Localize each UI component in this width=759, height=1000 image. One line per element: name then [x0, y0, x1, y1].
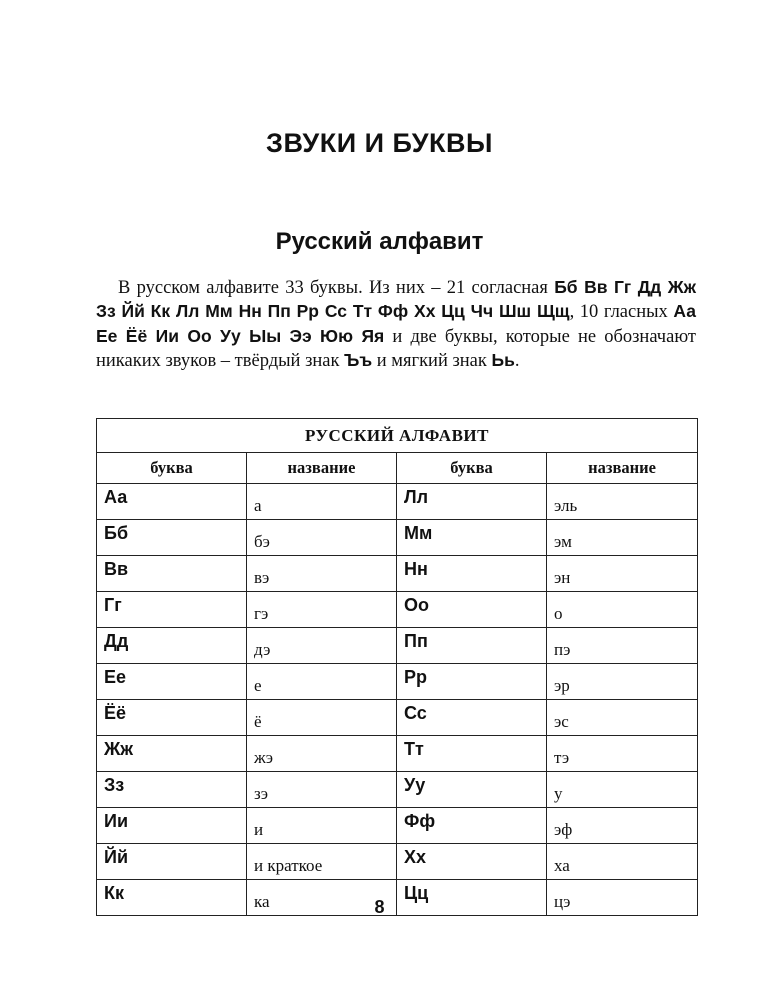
- letter-name-cell: е: [247, 664, 397, 700]
- letter-name-cell: и краткое: [247, 844, 397, 880]
- letter-cell: Аа: [97, 484, 247, 520]
- letter-cell: Вв: [97, 556, 247, 592]
- letter-name-cell: зэ: [247, 772, 397, 808]
- page-number: 8: [374, 897, 385, 917]
- letter-cell: Рр: [397, 664, 547, 700]
- letter-cell: Тт: [397, 736, 547, 772]
- letter-cell: Дд: [97, 628, 247, 664]
- consonants-list: Бб Вв Гг Дд Жж Зз Йй Кк Лл Мм Нн Пп Рр Сс Тт Фф Хх Цц Чч Шш Щщ: [96, 277, 696, 322]
- letter-name-cell: эр: [547, 664, 698, 700]
- letter-cell: Пп: [397, 628, 547, 664]
- letter-cell: Хх: [397, 844, 547, 880]
- intro-paragraph: [96, 276, 696, 373]
- letter-cell: Гг: [97, 592, 247, 628]
- letter-name-cell: эф: [547, 808, 698, 844]
- column-header-letter: буква: [397, 453, 547, 484]
- letter-name-cell: жэ: [247, 736, 397, 772]
- letter-name-cell: бэ: [247, 520, 397, 556]
- letter-cell: Ии: [97, 808, 247, 844]
- letter-name-cell: пэ: [547, 628, 698, 664]
- intro-text-3: и две буквы, которые не обозначают никаких звуков – твёрдый знак: [96, 326, 696, 371]
- table-row: [97, 556, 698, 592]
- letter-name-cell: тэ: [547, 736, 698, 772]
- column-header-name: название: [247, 453, 397, 484]
- letter-cell: Сс: [397, 700, 547, 736]
- table-row: [97, 700, 698, 736]
- table-row: [97, 736, 698, 772]
- intro-text-1: В русском алфавите 33 буквы. Из них – 21 согласная: [118, 278, 555, 298]
- letter-cell: Йй: [97, 844, 247, 880]
- section-subtitle: Русский алфавит: [275, 228, 484, 255]
- column-header-name: название: [547, 453, 698, 484]
- intro-text-4: и мягкий знак: [372, 350, 492, 371]
- letter-cell: Нн: [397, 556, 547, 592]
- letter-name-cell: у: [547, 772, 698, 808]
- table-caption: РУССКИЙ АЛФАВИТ: [97, 419, 698, 453]
- letter-cell: Жж: [97, 736, 247, 772]
- letter-cell: Мм: [397, 520, 547, 556]
- letter-name-cell: дэ: [247, 628, 397, 664]
- alphabet-table: [96, 418, 698, 916]
- table-row: [97, 484, 698, 520]
- intro-text-5: .: [514, 350, 520, 371]
- intro-text-2: , 10 гласных: [569, 302, 674, 323]
- letter-name-cell: и: [247, 808, 397, 844]
- letter-cell: Цц: [397, 880, 547, 916]
- letter-name-cell: о: [547, 592, 698, 628]
- page-title: ЗВУКИ И БУКВЫ: [266, 128, 493, 158]
- table-row: [97, 592, 698, 628]
- letter-name-cell: а: [247, 484, 397, 520]
- letter-name-cell: эс: [547, 700, 698, 736]
- table-row: [97, 664, 698, 700]
- soft-sign: Ьь: [491, 349, 515, 370]
- letter-name-cell: ка: [247, 880, 397, 916]
- table-row: [97, 772, 698, 808]
- letter-name-cell: эн: [547, 556, 698, 592]
- letter-cell: Ее: [97, 664, 247, 700]
- letter-name-cell: вэ: [247, 556, 397, 592]
- letter-cell: Кк: [97, 880, 247, 916]
- letter-name-cell: эль: [547, 484, 698, 520]
- letter-cell: Фф: [397, 808, 547, 844]
- letter-name-cell: ё: [247, 700, 397, 736]
- table-row: [97, 844, 698, 880]
- table-row: [97, 628, 698, 664]
- letter-cell: Ёё: [97, 700, 247, 736]
- letter-name-cell: гэ: [247, 592, 397, 628]
- letter-cell: Лл: [397, 484, 547, 520]
- table-row: [97, 520, 698, 556]
- column-header-letter: буква: [97, 453, 247, 484]
- table-row: [97, 808, 698, 844]
- alphabet-table-body: [97, 484, 698, 916]
- vowels-list: Аа Ее Ёё Ии Оо Уу Ыы Ээ Юю Яя: [96, 301, 697, 346]
- letter-name-cell: цэ: [547, 880, 698, 916]
- letter-cell: Оо: [397, 592, 547, 628]
- letter-cell: Бб: [97, 520, 247, 556]
- hard-sign: Ъъ: [344, 349, 373, 370]
- letter-name-cell: ха: [547, 844, 698, 880]
- letter-cell: Уу: [397, 772, 547, 808]
- letter-name-cell: эм: [547, 520, 698, 556]
- letter-cell: Зз: [97, 772, 247, 808]
